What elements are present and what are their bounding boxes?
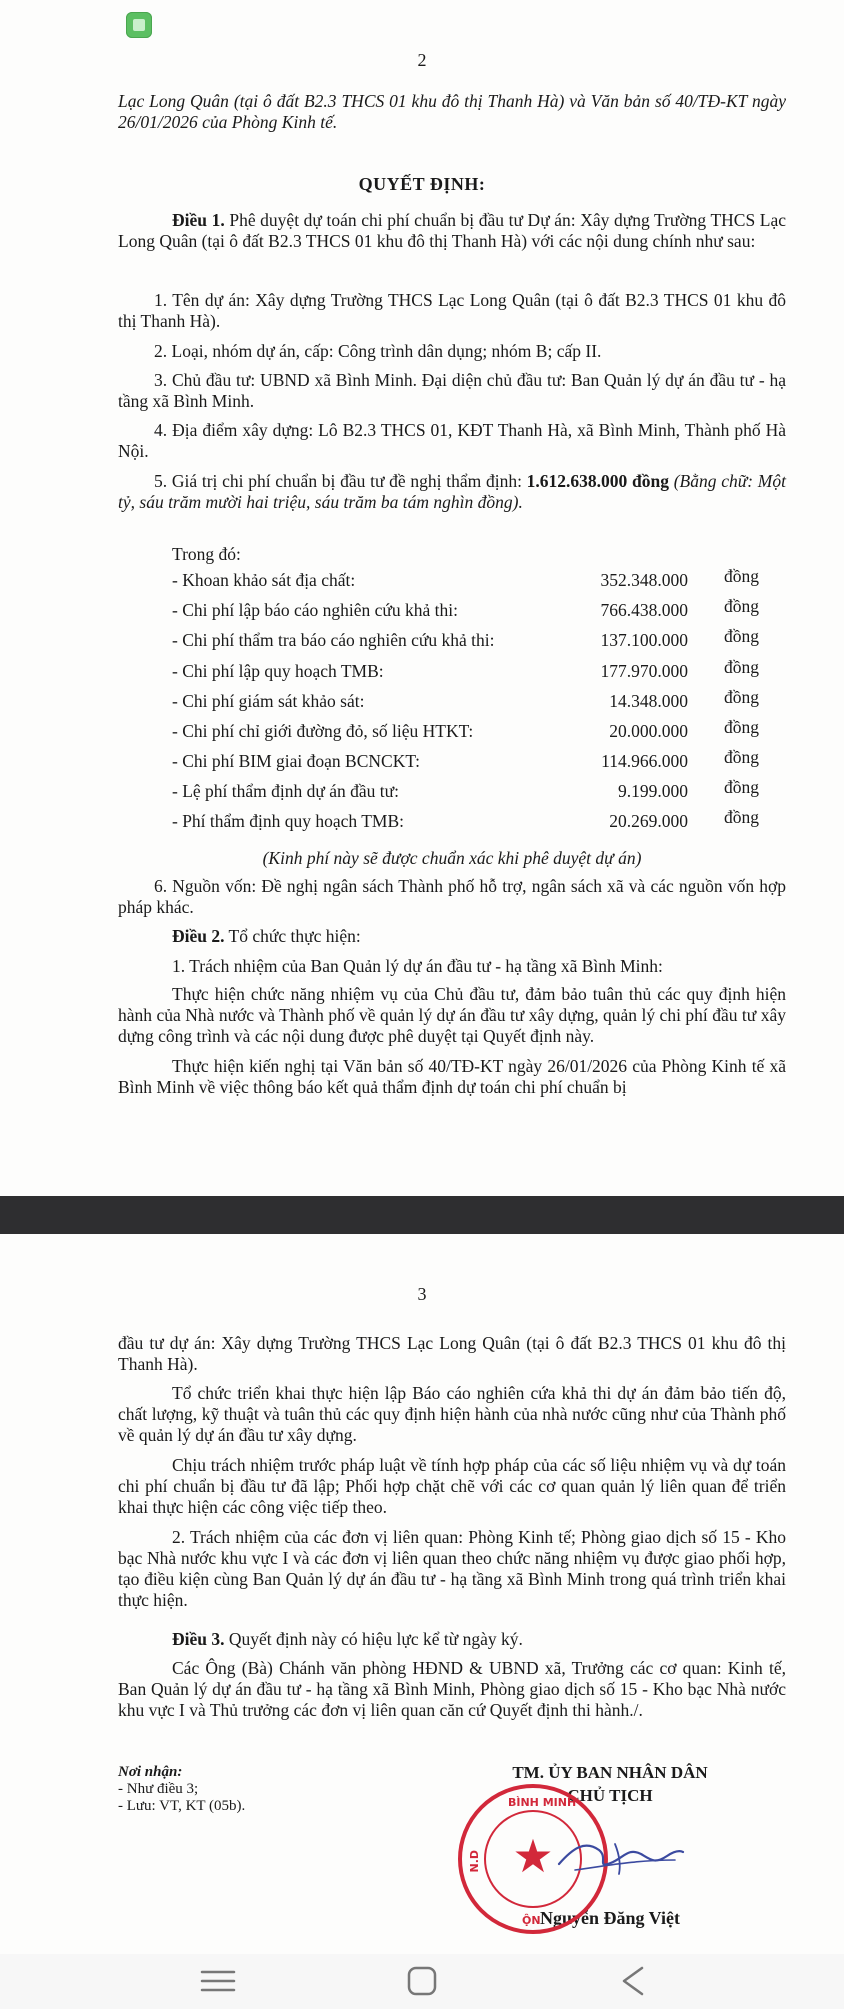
cost-unit: đồng: [724, 807, 759, 827]
cost-amount: 20.000.000: [609, 721, 688, 741]
item-5: [118, 471, 786, 513]
article-1-label: Điều 1.: [172, 210, 225, 230]
cost-unit: đồng: [724, 596, 759, 616]
cost-label: - Chi phí giám sát khảo sát:: [172, 691, 365, 711]
seal-text-bottom: ỘN: [522, 1914, 541, 1927]
paragraph-implementation: Tổ chức triển khai thực hiện lập Báo cáo nghiên cứa khả thi dự án đảm bảo tiến độ, chất lượng, kỹ thuật và tuân thủ các quy định hiện hành của nhà nước cũng như của Thành phố về quản lý dự án đầu tư xây dựng.: [118, 1383, 786, 1445]
cost-row: [172, 657, 772, 683]
cost-row: [172, 777, 772, 803]
intro-text: Lạc Long Quân (tại ô đất B2.3 THCS 01 khu đô thị Thanh Hà) và Văn bản số 40/TĐ-KT ngày 26/01/2026 của Phòng Kinh tế.: [118, 91, 786, 132]
item-3: 3. Chủ đầu tư: UBND xã Bình Minh. Đại diện chủ đầu tư: Ban Quản lý dự án đầu tư - hạ tầng xã Bình Minh.: [118, 370, 786, 411]
cost-label: - Chi phí lập báo cáo nghiên cứu khả thi:: [172, 600, 459, 620]
home-icon[interactable]: [400, 1964, 444, 1998]
paragraph-duties: Thực hiện chức năng nhiệm vụ của Chủ đầu tư, đảm bảo tuân thủ các quy định hiện hành của Nhà nước và Thành phố về quản lý dự án đầu tư xây dựng, quản lý chi phí đầu tư xây dựng công trình và các nội dung được phê duyệt tại Quyết định này.: [118, 984, 786, 1046]
page-number: 3: [417, 1284, 427, 1304]
cost-note: (Kinh phí này sẽ được chuẩn xác khi phê duyệt dự án): [262, 848, 642, 868]
cost-unit: đồng: [724, 657, 759, 677]
signing-title: CHỦ TỊCH: [567, 1786, 653, 1805]
cost-label: - Chi phí thẩm tra báo cáo nghiên cứu khả thi:: [172, 630, 495, 650]
article-2: [172, 926, 786, 947]
decision-heading: QUYẾT ĐỊNH:: [358, 174, 486, 194]
cost-label: - Chi phí lập quy hoạch TMB:: [172, 661, 384, 681]
cost-unit: đồng: [724, 717, 759, 737]
cost-amount: 137.100.000: [600, 630, 688, 650]
cost-label: - Chi phí BIM giai đoạn BCNCKT:: [172, 751, 421, 771]
cost-row: [172, 566, 772, 592]
cost-unit: đồng: [724, 566, 759, 586]
article-1-text: Phê duyệt dự toán chi phí chuẩn bị đầu tư Dự án: Xây dựng Trường THCS Lạc Long Quân (tại ô đất B2.3 THCS 01 khu đô thị Thanh Hà) với các nội dung chính như sau:: [118, 210, 787, 251]
cost-row: [172, 596, 772, 622]
document-page-3: [0, 1234, 844, 1954]
recipient-line: - Như điều 3;: [118, 1781, 199, 1797]
cost-unit: đồng: [724, 747, 759, 767]
cost-amount: 20.269.000: [609, 811, 688, 831]
item-4: 4. Địa điểm xây dựng: Lô B2.3 THCS 01, KĐT Thanh Hà, xã Bình Minh, Thành phố Hà Nội.: [118, 420, 786, 461]
breakdown-heading: Trong đó:: [172, 544, 241, 564]
signer-name: Nguyễn Đăng Việt: [539, 1908, 680, 1928]
cost-amount: 766.438.000: [600, 600, 688, 620]
item-6: 6. Nguồn vốn: Đề nghị ngân sách Thành phố hỗ trợ, ngân sách xã và các nguồn vốn hợp pháp khác.: [118, 876, 786, 917]
cost-amount: 114.966.000: [601, 751, 688, 771]
navigation-bar: [0, 1954, 844, 2009]
item-5-words: (Bằng chữ: Một tỷ, sáu trăm mười hai triệu, sáu trăm ba tám nghìn đồng).: [118, 471, 786, 512]
page-number: 2: [417, 50, 427, 70]
back-icon[interactable]: [612, 1964, 656, 1998]
recipients-heading: Nơi nhận:: [118, 1764, 183, 1780]
cost-row: [172, 807, 772, 833]
item-5-amount: 1.612.638.000 đồng: [526, 471, 669, 491]
article-1: [118, 210, 786, 252]
recipient-line: - Lưu: VT, KT (05b).: [118, 1798, 246, 1814]
continuation-text: đầu tư dự án: Xây dựng Trường THCS Lạc Long Quân (tại ô đất B2.3 THCS 01 khu đô thị Thanh Hà).: [118, 1333, 786, 1374]
cost-row: [172, 687, 772, 713]
article-2-label: Điều 2.: [172, 926, 225, 946]
cost-unit: đồng: [724, 626, 759, 646]
article-2-text: Tổ chức thực hiện:: [224, 926, 361, 946]
page-divider: [0, 1196, 844, 1234]
star-icon: ★: [512, 1831, 554, 1882]
cost-unit: đồng: [724, 777, 759, 797]
signing-organization: TM. ỦY BAN NHÂN DÂN: [512, 1763, 708, 1782]
cost-amount: 352.348.000: [600, 570, 688, 590]
cost-amount: 177.970.000: [600, 661, 688, 681]
cost-label: - Lệ phí thẩm định dự án đầu tư:: [172, 781, 399, 801]
cost-label: - Khoan khảo sát địa chất:: [172, 570, 356, 590]
seal-text-left: N.D: [468, 1850, 481, 1873]
responsibility-1: 1. Trách nhiệm của Ban Quản lý dự án đầu tư - hạ tầng xã Bình Minh:: [172, 956, 663, 976]
paragraph-legal-responsibility: Chịu trách nhiệm trước pháp luật về tính hợp pháp của các số liệu nhiệm vụ và dự toán chi phí chuẩn bị đầu tư đã lập; Phối hợp chặt chẽ với các cơ quan quản lý liên quan để triển khai thực hiện các công việc tiếp theo.: [118, 1455, 786, 1517]
item-5-prefix: 5. Giá trị chi phí chuẩn bị đầu tư đề nghị thẩm định:: [154, 471, 527, 491]
app-icon[interactable]: [126, 12, 152, 38]
cost-amount: 9.199.000: [618, 781, 688, 801]
responsibility-2: 2. Trách nhiệm của các đơn vị liên quan: Phòng Kinh tế; Phòng giao dịch số 15 - Kho bạc Nhà nước khu vực I và các đơn vị liên quan theo chức năng nhiệm vụ được giao phối hợp, tạo điều kiện cùng Ban Quản lý dự án đầu tư - hạ tầng xã Bình Minh trong quá trình triển khai thực hiện.: [118, 1527, 786, 1610]
recent-apps-icon[interactable]: [196, 1964, 240, 1998]
cost-row: [172, 747, 772, 773]
paragraph-recommendation: Thực hiện kiến nghị tại Văn bản số 40/TĐ-KT ngày 26/01/2026 của Phòng Kinh tế xã Bình Minh về việc thông báo kết quả thẩm định dự toán chi phí chuẩn bị: [118, 1056, 786, 1097]
cost-row: [172, 717, 772, 743]
cost-label: - Chi phí chỉ giới đường đỏ, số liệu HTKT:: [172, 721, 474, 741]
seal-text-top: BÌNH MINH: [508, 1796, 577, 1809]
handwritten-signature: [555, 1830, 685, 1880]
cost-row: [172, 626, 772, 652]
cost-label: - Phí thẩm định quy hoạch TMB:: [172, 811, 405, 831]
paragraph-execution: Các Ông (Bà) Chánh văn phòng HĐND & UBND xã, Trưởng các cơ quan: Kinh tế, Ban Quản lý dự án đầu tư - hạ tầng xã Bình Minh, Phòng giao dịch số 15 - Kho bạc Nhà nước khu vực I và Thủ trưởng các đơn vị liên quan căn cứ Quyết định thi hành./.: [118, 1658, 786, 1720]
article-3-text: Quyết định này có hiệu lực kể từ ngày ký.: [224, 1629, 523, 1649]
item-2: 2. Loại, nhóm dự án, cấp: Công trình dân dụng; nhóm B; cấp II.: [154, 341, 602, 361]
cost-amount: 14.348.000: [609, 691, 688, 711]
cost-unit: đồng: [724, 687, 759, 707]
item-1: 1. Tên dự án: Xây dựng Trường THCS Lạc Long Quân (tại ô đất B2.3 THCS 01 khu đô thị Thanh Hà).: [118, 290, 786, 331]
article-3: [172, 1629, 786, 1650]
article-3-label: Điều 3.: [172, 1629, 225, 1649]
